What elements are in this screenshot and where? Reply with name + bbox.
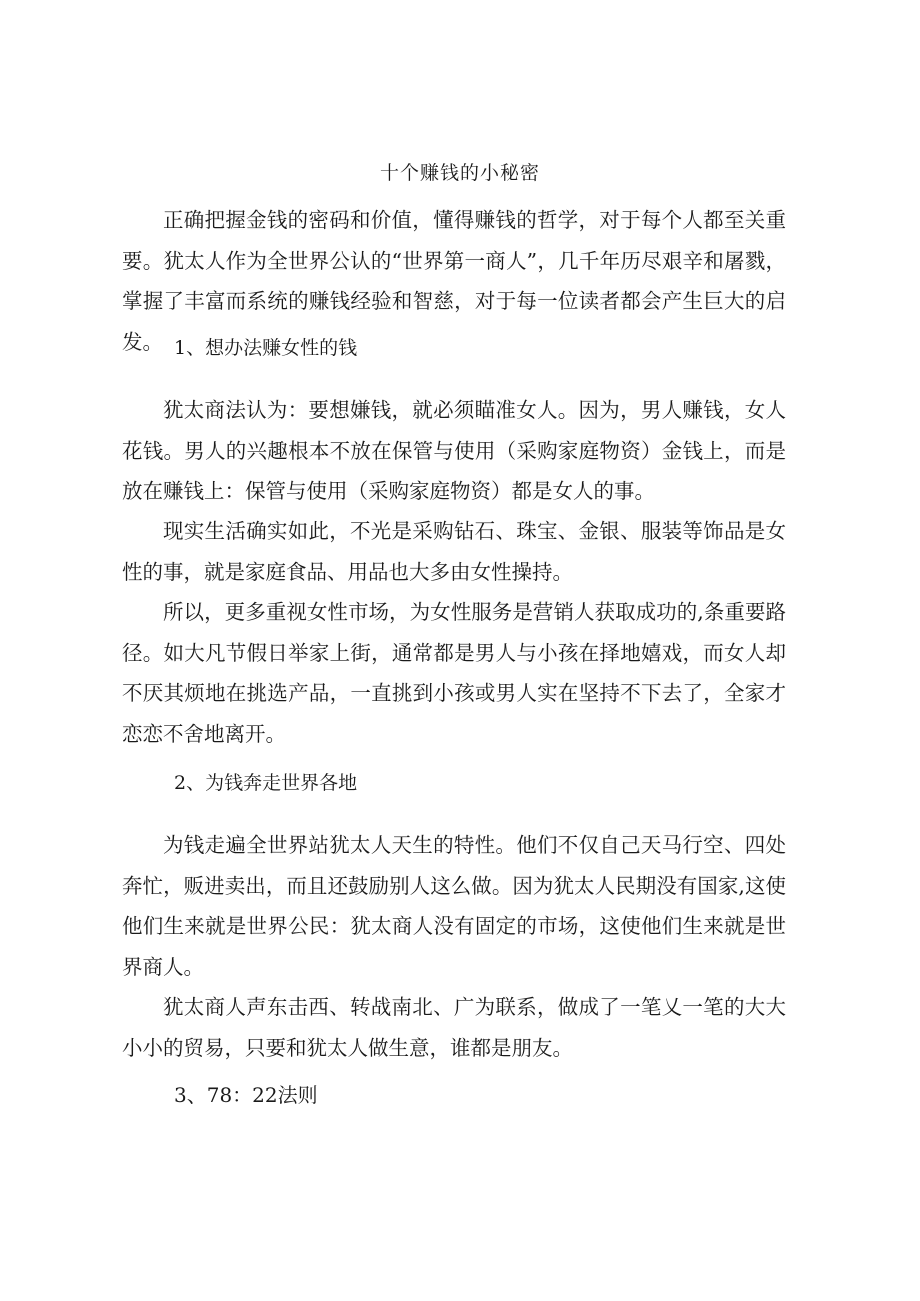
document-title: 十个赚钱的小秘密 (379, 162, 540, 184)
section-3-heading: 3、78：22法则 (174, 1083, 318, 1107)
section-1-paragraph-3: 所以，更多重视女性市场，为女性服务是营销人获取成功的,条重要路径。如大凡节假日举家上街，通常都是男人与小孩在择地嬉戏，而女人却不厌其烦地在挑选产品，一直挑到小孩或男人实在坚持不下去了，全家才恋恋不舍地离开。 (122, 600, 786, 746)
section-1-paragraph-1: 犹太商法认为：要想嫌钱，就必须瞄准女人。因为，男人赚钱，女人花钱。男人的兴趣根本不放在保管与使用（采购家庭物资）金钱上，而是放在赚钱上：保管与使用（采购家庭物资）都是女人的事。 (122, 398, 786, 503)
intro-paragraph: 正确把握金钱的密码和价值，懂得赚钱的哲学，对于每个人都至关重要。犹太人作为全世界公认的“世界第一商人”，几千年历尽艰辛和屠戮，掌握了丰富而系统的赚钱经验和智慈，对于每一位读者都会产生巨大的启发。 (122, 208, 786, 354)
section-2-paragraph-2: 犹太商人声东击西、转战南北、广为联系，做成了一笔乂一笔的大大小小的贸易，只要和犹太人做生意，谁都是朋友。 (122, 995, 786, 1060)
section-1-paragraph-2: 现实生活确实如此，不光是采购钻石、珠宝、金银、服装等饰品是女性的事，就是家庭食品、用品也大多由女性操持。 (122, 519, 786, 584)
section-1-heading: 1、想办法赚女性的钱 (174, 337, 358, 359)
section-2-paragraph-1: 为钱走遍全世界站犹太人天生的特性。他们不仅自己天马行空、四处奔忙，贩进卖出，而且还鼓励别人这么做。因为犹太人民期没有国家,这使他们生来就是世界公民：犹太商人没有固定的市场，这使他们生来就是世界商人。 (122, 833, 786, 979)
section-2-heading: 2、为钱奔走世界各地 (174, 772, 358, 794)
